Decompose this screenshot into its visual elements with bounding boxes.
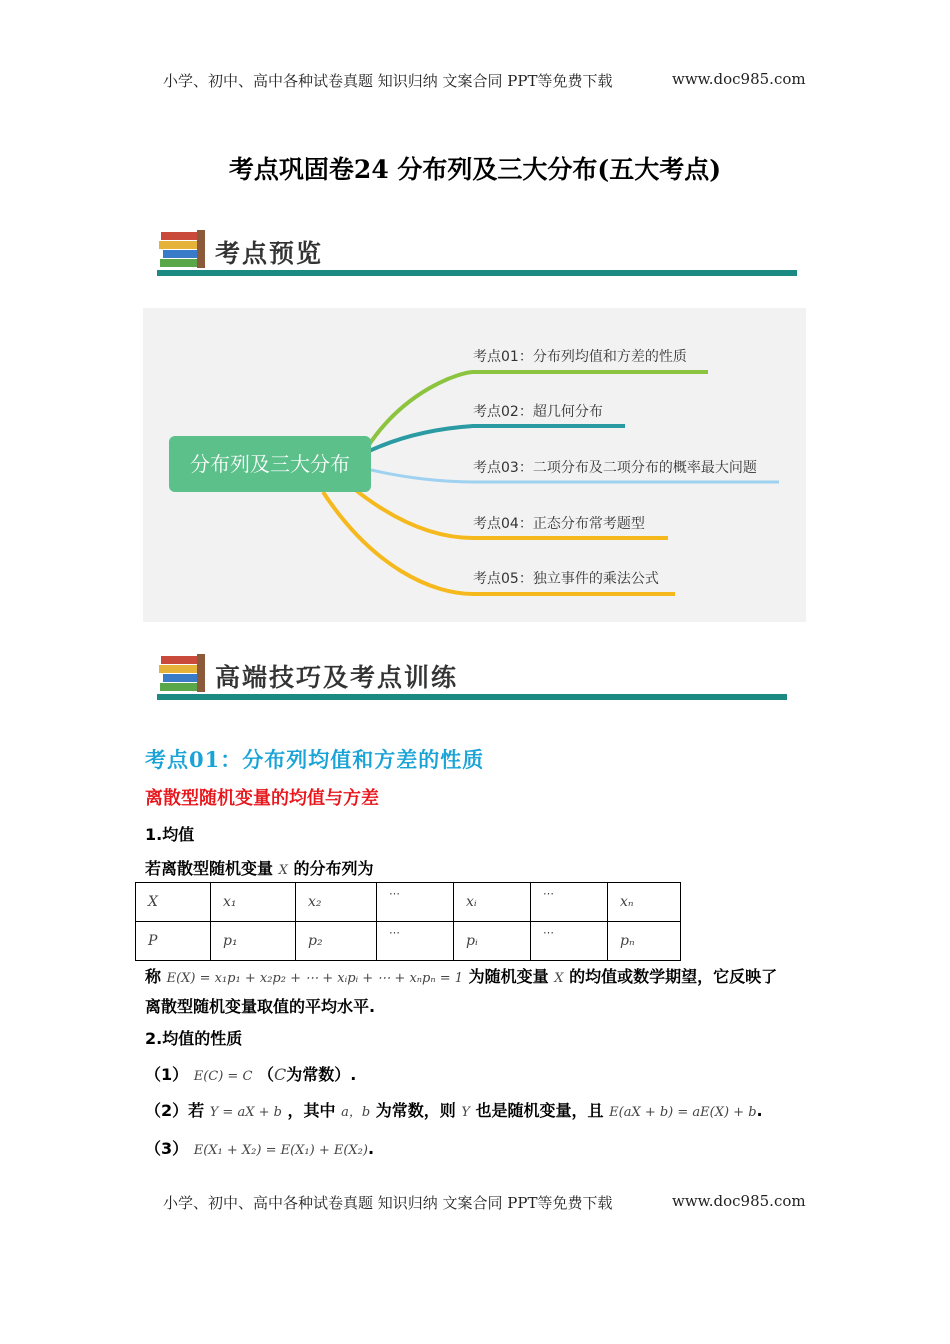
- item-heading-1: 1.均值: [145, 825, 195, 844]
- mind-map-root: 分布列及三大分布: [169, 436, 371, 492]
- property-2-text-b: 为常数，则: [375, 1101, 456, 1120]
- table-row: [136, 883, 681, 922]
- footer-text: 小学、初中、高中各种试卷真题 知识归纳 文案合同 PPT等免费下载: [163, 1194, 613, 1212]
- property-1-label: （1）: [145, 1065, 189, 1084]
- intro-variable: X: [278, 863, 288, 878]
- table-cell: xᵢ: [454, 883, 531, 922]
- branch-label-05: 考点05：独立事件的乘法公式: [473, 571, 659, 587]
- branch-label-03: 考点03：二项分布及二项分布的概率最大问题: [473, 460, 757, 476]
- section-banner-training: [157, 650, 797, 698]
- def-text-a: 称: [145, 967, 162, 986]
- table-cell: xₙ: [608, 883, 681, 922]
- property-3-label: （3）: [145, 1139, 189, 1158]
- table-cell: ⋯: [377, 922, 454, 961]
- page-title: 考点巩固卷24 分布列及三大分布(五大考点): [228, 155, 722, 184]
- table-row: [136, 922, 681, 961]
- intro-text-b: 的分布列为: [293, 859, 374, 878]
- banner-training-text: 高端技巧及考点训练: [215, 663, 459, 692]
- table-cell: X: [136, 883, 211, 922]
- property-1-constant: C: [274, 1065, 287, 1084]
- banner-preview-text: 考点预览: [215, 239, 324, 268]
- banner-divider: [157, 270, 797, 276]
- section-title: 考点01：分布列均值和方差的性质: [145, 747, 485, 772]
- definition-line: [145, 964, 777, 987]
- table-cell: ⋯: [531, 922, 608, 961]
- table-cell: ⋯: [531, 883, 608, 922]
- table-cell: pᵢ: [454, 922, 531, 961]
- property-3: [145, 1136, 374, 1159]
- books-icon: [157, 228, 209, 270]
- subsection-title: 离散型随机变量的均值与方差: [145, 788, 379, 809]
- item-heading-2: 2.均值的性质: [145, 1029, 243, 1048]
- property-3-end: .: [367, 1139, 375, 1158]
- property-2-y: Y: [461, 1105, 470, 1120]
- property-1-text-a: （: [257, 1065, 274, 1084]
- table-cell: ⋯: [377, 883, 454, 922]
- table-cell: p₂: [296, 922, 377, 961]
- table-cell: pₙ: [608, 922, 681, 961]
- mind-map: [143, 308, 806, 622]
- property-2-label: （2）若: [145, 1101, 205, 1120]
- property-2-formula: Y = aX + b: [209, 1105, 282, 1120]
- table-cell: P: [136, 922, 211, 961]
- property-1-text-b: 为常数）.: [286, 1065, 357, 1084]
- def-variable: X: [554, 971, 564, 986]
- section-banner-preview: [157, 226, 797, 274]
- branch-label-04: 考点04：正态分布常考题型: [473, 516, 645, 532]
- footer-url[interactable]: www.doc985.com: [672, 1192, 806, 1210]
- property-2-text-c: 也是随机变量，且: [475, 1101, 604, 1120]
- books-icon: [157, 652, 209, 694]
- property-2-text-a: ，其中: [287, 1101, 336, 1120]
- branch-label-01: 考点01：分布列均值和方差的性质: [473, 349, 687, 365]
- definition-line-2: 离散型随机变量取值的平均水平.: [145, 997, 376, 1016]
- branch-label-02: 考点02：超几何分布: [473, 404, 603, 420]
- property-2-constants: a，b: [341, 1105, 371, 1120]
- header-url[interactable]: www.doc985.com: [672, 70, 806, 88]
- property-2: [145, 1098, 763, 1121]
- def-text-b: 为随机变量: [468, 967, 549, 986]
- property-1: [145, 1062, 356, 1085]
- table-cell: p₁: [211, 922, 296, 961]
- def-formula: E(X) = x₁p₁ + x₂p₂ + ⋯ + xᵢpᵢ + ⋯ + xₙpₙ = 1: [166, 971, 464, 986]
- property-1-formula: E(C) = C: [193, 1069, 253, 1084]
- property-2-formula-2: E(aX + b) = aE(X) + b: [609, 1105, 757, 1120]
- intro-line: [145, 856, 373, 879]
- table-cell: x₁: [211, 883, 296, 922]
- def-text-c: 的均值或数学期望，它反映了: [569, 967, 778, 986]
- banner-divider: [157, 694, 787, 700]
- property-3-formula: E(X₁ + X₂) = E(X₁) + E(X₂): [193, 1143, 368, 1158]
- header-text: 小学、初中、高中各种试卷真题 知识归纳 文案合同 PPT等免费下载: [163, 72, 613, 90]
- table-cell: x₂: [296, 883, 377, 922]
- property-2-end: .: [756, 1101, 763, 1120]
- distribution-table: [135, 882, 681, 961]
- intro-text-a: 若离散型随机变量: [145, 859, 274, 878]
